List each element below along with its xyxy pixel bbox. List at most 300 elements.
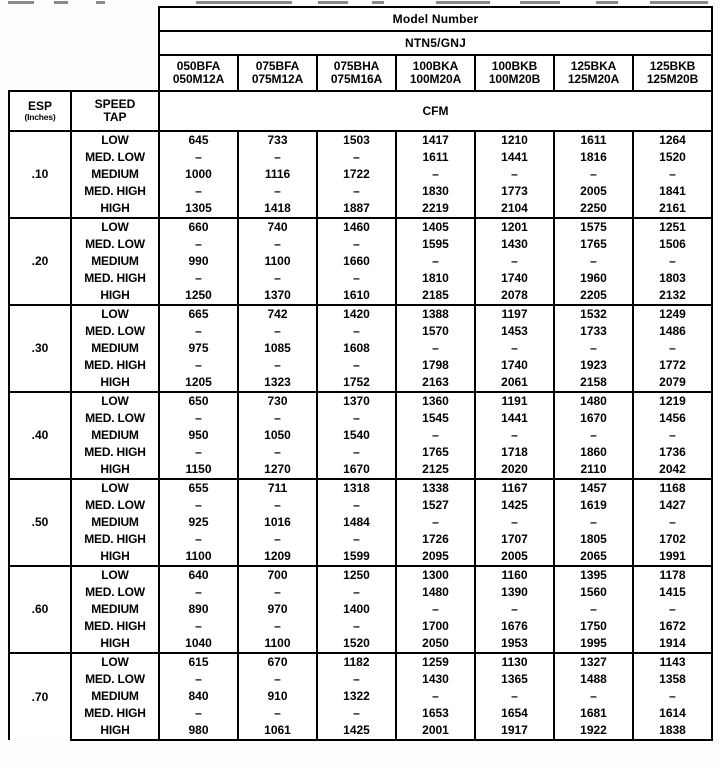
cfm-value: 2163 — [396, 374, 475, 392]
cfm-value: 1608 — [317, 340, 396, 357]
cfm-value: 1816 — [554, 149, 633, 166]
cfm-value: 1654 — [475, 705, 554, 722]
speed-tap-label: LOW — [71, 566, 159, 584]
cfm-value: 1752 — [317, 374, 396, 392]
cfm-value: 1722 — [317, 166, 396, 183]
cfm-value: – — [396, 601, 475, 618]
cfm-value: 1660 — [317, 253, 396, 270]
cfm-value: 1305 — [159, 200, 238, 218]
cfm-value: 2061 — [475, 374, 554, 392]
cfm-value: 980 — [159, 722, 238, 740]
table-row — [9, 236, 712, 253]
cfm-value: – — [159, 497, 238, 514]
scan-artifact — [54, 1, 68, 4]
model-code-line1: 100BKA — [412, 59, 459, 74]
cfm-value: 2042 — [633, 461, 712, 479]
table-row — [9, 601, 712, 618]
model-code-line2: 075M12A — [251, 72, 304, 86]
scan-artifact — [436, 1, 490, 4]
cfm-value: 1527 — [396, 497, 475, 514]
cfm-value: 1914 — [633, 635, 712, 653]
cfm-value: – — [475, 340, 554, 357]
cfm-value: – — [317, 671, 396, 688]
scan-artifact — [318, 1, 348, 4]
table-row — [9, 166, 712, 183]
cfm-value: 730 — [238, 392, 317, 410]
speed-tap-label: HIGH — [71, 200, 159, 218]
model-code-line2: 075M16A — [330, 72, 383, 86]
cfm-value: – — [238, 705, 317, 722]
cfm-value: 975 — [159, 340, 238, 357]
cfm-value: – — [238, 497, 317, 514]
cfm-value: 910 — [238, 688, 317, 705]
cfm-value: 733 — [238, 131, 317, 149]
cfm-value: 1390 — [475, 584, 554, 601]
cfm-value: 1488 — [554, 671, 633, 688]
cfm-value: 1249 — [633, 305, 712, 323]
cfm-value: 711 — [238, 479, 317, 497]
model-column-header-1 — [159, 55, 238, 91]
cfm-value: 1205 — [159, 374, 238, 392]
cfm-value: – — [159, 584, 238, 601]
table-row — [9, 671, 712, 688]
cfm-value: 2219 — [396, 200, 475, 218]
cfm-value: 1506 — [633, 236, 712, 253]
cfm-value: 2005 — [475, 548, 554, 566]
cfm-value: 1251 — [633, 218, 712, 236]
cfm-value: 1040 — [159, 635, 238, 653]
cfm-value: – — [554, 427, 633, 444]
cfm-value: 2001 — [396, 722, 475, 740]
cfm-value: – — [554, 166, 633, 183]
cfm-header: CFM — [159, 91, 712, 131]
cfm-value: 1430 — [396, 671, 475, 688]
cfm-value: 1425 — [317, 722, 396, 740]
cfm-value: – — [633, 688, 712, 705]
table-row — [9, 200, 712, 218]
esp-group-70 — [9, 653, 712, 740]
cfm-value: – — [633, 427, 712, 444]
cfm-value: 1420 — [317, 305, 396, 323]
cfm-value: – — [238, 531, 317, 548]
cfm-value: 640 — [159, 566, 238, 584]
cfm-value: 1427 — [633, 497, 712, 514]
speed-tap-label: MEDIUM — [71, 601, 159, 618]
esp-group-60 — [9, 566, 712, 653]
esp-value: .40 — [9, 392, 71, 479]
cfm-value: 1765 — [396, 444, 475, 461]
table-row — [9, 688, 712, 705]
model-code-header-row — [9, 55, 712, 91]
model-column-header-4 — [396, 55, 475, 91]
cfm-value: 1178 — [633, 566, 712, 584]
speed-tap-label: MEDIUM — [71, 427, 159, 444]
table-row — [9, 183, 712, 200]
speed-tap-label: MED. HIGH — [71, 705, 159, 722]
cfm-value: 950 — [159, 427, 238, 444]
scan-artifact — [650, 1, 708, 4]
cfm-value: 890 — [159, 601, 238, 618]
cfm-value: 1991 — [633, 548, 712, 566]
table-row — [9, 566, 712, 584]
header-spacer-esp-3 — [9, 55, 71, 91]
esp-value: .60 — [9, 566, 71, 653]
cfm-value: 1460 — [317, 218, 396, 236]
cfm-value: 1191 — [475, 392, 554, 410]
cfm-value: – — [554, 340, 633, 357]
cfm-value: 1395 — [554, 566, 633, 584]
cfm-value: 1860 — [554, 444, 633, 461]
cfm-value: 1168 — [633, 479, 712, 497]
cfm-value: 1841 — [633, 183, 712, 200]
cfm-value: – — [238, 183, 317, 200]
cfm-value: 1360 — [396, 392, 475, 410]
cfm-value: 1370 — [317, 392, 396, 410]
model-column-header-7 — [633, 55, 712, 91]
speed-tap-label: HIGH — [71, 461, 159, 479]
cfm-value: – — [238, 357, 317, 374]
cfm-value: – — [159, 270, 238, 287]
cfm-value: 1923 — [554, 357, 633, 374]
cfm-value: – — [633, 253, 712, 270]
cfm-value: 1210 — [475, 131, 554, 149]
cfm-value: – — [159, 618, 238, 635]
cfm-value: 1415 — [633, 584, 712, 601]
cfm-value: 2205 — [554, 287, 633, 305]
cfm-value: 1405 — [396, 218, 475, 236]
cfm-value: – — [317, 270, 396, 287]
table-row — [9, 427, 712, 444]
cfm-value: 1995 — [554, 635, 633, 653]
header-spacer-esp-2 — [9, 31, 71, 55]
cfm-value: 1250 — [317, 566, 396, 584]
esp-value: .50 — [9, 479, 71, 566]
cfm-value: 1887 — [317, 200, 396, 218]
cfm-value: 2132 — [633, 287, 712, 305]
cfm-value: 740 — [238, 218, 317, 236]
cfm-value: – — [317, 323, 396, 340]
table-row — [9, 548, 712, 566]
cfm-value: 1486 — [633, 323, 712, 340]
cfm-value: 1219 — [633, 392, 712, 410]
cfm-value: 1370 — [238, 287, 317, 305]
table-row — [9, 357, 712, 374]
cfm-value: 1772 — [633, 357, 712, 374]
cfm-value: – — [238, 236, 317, 253]
cfm-value: 1830 — [396, 183, 475, 200]
speed-tap-label: MED. LOW — [71, 323, 159, 340]
cfm-value: – — [396, 253, 475, 270]
speed-tap-header — [71, 91, 159, 131]
cfm-value: 1599 — [317, 548, 396, 566]
cfm-value: 1182 — [317, 653, 396, 671]
speed-tap-label: LOW — [71, 131, 159, 149]
cfm-value: 1270 — [238, 461, 317, 479]
cfm-value: 700 — [238, 566, 317, 584]
cfm-value: 1560 — [554, 584, 633, 601]
cfm-value: 2078 — [475, 287, 554, 305]
cfm-value: 650 — [159, 392, 238, 410]
speed-tap-label: MED. HIGH — [71, 270, 159, 287]
table-row — [9, 392, 712, 410]
cfm-value: 1480 — [396, 584, 475, 601]
table-row — [9, 131, 712, 149]
speed-tap-label: LOW — [71, 305, 159, 323]
cfm-value: 1201 — [475, 218, 554, 236]
cfm-value: 1480 — [554, 392, 633, 410]
cfm-value: 1209 — [238, 548, 317, 566]
cfm-value: – — [317, 705, 396, 722]
speed-tap-label: MEDIUM — [71, 688, 159, 705]
header-spacer-speed — [71, 7, 159, 31]
cfm-value: 655 — [159, 479, 238, 497]
cfm-value: 1718 — [475, 444, 554, 461]
esp-group-50 — [9, 479, 712, 566]
cfm-value: 1520 — [317, 635, 396, 653]
cfm-airflow-table — [8, 6, 713, 741]
cfm-value: 1400 — [317, 601, 396, 618]
cfm-value: 1418 — [238, 200, 317, 218]
model-code-line2: 050M12A — [172, 72, 225, 86]
cfm-value: 1803 — [633, 270, 712, 287]
speed-tap-label: MED. HIGH — [71, 531, 159, 548]
cfm-value: – — [554, 253, 633, 270]
table-row — [9, 444, 712, 461]
speed-tap-label: MED. HIGH — [71, 183, 159, 200]
cfm-value: 1323 — [238, 374, 317, 392]
cfm-value: – — [475, 601, 554, 618]
cfm-value: 1619 — [554, 497, 633, 514]
cfm-value: 1300 — [396, 566, 475, 584]
cfm-value: – — [396, 427, 475, 444]
cfm-value: 1740 — [475, 357, 554, 374]
cfm-value: 970 — [238, 601, 317, 618]
header-spacer-speed-3 — [71, 55, 159, 91]
cfm-value: 1740 — [475, 270, 554, 287]
speed-tap-label: MED. HIGH — [71, 444, 159, 461]
esp-header-label: ESP — [27, 99, 52, 114]
esp-value: .70 — [9, 653, 71, 740]
esp-value: .20 — [9, 218, 71, 305]
cfm-value: – — [159, 357, 238, 374]
cfm-value: 1143 — [633, 653, 712, 671]
cfm-value: 1050 — [238, 427, 317, 444]
cfm-value: 1160 — [475, 566, 554, 584]
cfm-value: 1595 — [396, 236, 475, 253]
esp-value: .30 — [9, 305, 71, 392]
cfm-value: – — [238, 410, 317, 427]
cfm-value: – — [633, 340, 712, 357]
cfm-value: 1016 — [238, 514, 317, 531]
cfm-value: 1610 — [317, 287, 396, 305]
cfm-value: 1917 — [475, 722, 554, 740]
cfm-value: 2185 — [396, 287, 475, 305]
scan-artifact — [196, 1, 292, 4]
cfm-value: 742 — [238, 305, 317, 323]
cfm-value: – — [159, 236, 238, 253]
cfm-value: – — [238, 618, 317, 635]
speed-tap-label: MEDIUM — [71, 340, 159, 357]
scan-artifact — [596, 1, 618, 4]
cfm-value: 1130 — [475, 653, 554, 671]
cfm-value: 1503 — [317, 131, 396, 149]
cfm-value: 1545 — [396, 410, 475, 427]
cfm-value: 2050 — [396, 635, 475, 653]
cfm-value: 1085 — [238, 340, 317, 357]
table-row — [9, 497, 712, 514]
cfm-value: – — [475, 166, 554, 183]
cfm-value: – — [159, 531, 238, 548]
speed-tap-label: HIGH — [71, 287, 159, 305]
cfm-value: 990 — [159, 253, 238, 270]
cfm-value: 1810 — [396, 270, 475, 287]
table-row — [9, 410, 712, 427]
cfm-value: 1765 — [554, 236, 633, 253]
cfm-value: 1441 — [475, 149, 554, 166]
cfm-value: – — [554, 601, 633, 618]
model-column-header-5 — [475, 55, 554, 91]
cfm-value: 2104 — [475, 200, 554, 218]
cfm-value: – — [396, 688, 475, 705]
cfm-value: 660 — [159, 218, 238, 236]
header-spacer-speed-2 — [71, 31, 159, 55]
cfm-value: 925 — [159, 514, 238, 531]
cfm-value: – — [159, 149, 238, 166]
table-row — [9, 340, 712, 357]
speed-tap-label: LOW — [71, 218, 159, 236]
cfm-value: 1338 — [396, 479, 475, 497]
cfm-value: 2079 — [633, 374, 712, 392]
esp-speed-cfm-header-row — [9, 91, 712, 131]
cfm-value: – — [475, 514, 554, 531]
cfm-value: 1484 — [317, 514, 396, 531]
scan-artifact — [372, 1, 384, 4]
cfm-value: 1441 — [475, 410, 554, 427]
table-row — [9, 722, 712, 740]
cfm-value: 1700 — [396, 618, 475, 635]
table-row — [9, 479, 712, 497]
series-header-row — [9, 31, 712, 55]
cfm-value: – — [317, 531, 396, 548]
speed-tap-header-line2: TAP — [103, 110, 127, 124]
series-header: NTN5/GNJ — [159, 31, 712, 55]
cfm-value: – — [317, 149, 396, 166]
cfm-value: 840 — [159, 688, 238, 705]
cfm-value: – — [396, 166, 475, 183]
cfm-value: 1430 — [475, 236, 554, 253]
table-row — [9, 374, 712, 392]
cfm-value: 1318 — [317, 479, 396, 497]
cfm-value: 1425 — [475, 497, 554, 514]
speed-tap-label: HIGH — [71, 635, 159, 653]
table-row — [9, 270, 712, 287]
cfm-value: 1670 — [317, 461, 396, 479]
scan-artifact — [520, 1, 560, 4]
table-row — [9, 149, 712, 166]
cfm-value: 1733 — [554, 323, 633, 340]
cfm-value: 1000 — [159, 166, 238, 183]
speed-tap-label: MED. HIGH — [71, 618, 159, 635]
cfm-value: – — [475, 688, 554, 705]
cfm-value: – — [396, 340, 475, 357]
speed-tap-label: MED. LOW — [71, 149, 159, 166]
cfm-value: – — [633, 166, 712, 183]
cfm-value: 1388 — [396, 305, 475, 323]
cfm-value: 2161 — [633, 200, 712, 218]
cfm-value: 1614 — [633, 705, 712, 722]
cfm-value: – — [159, 183, 238, 200]
model-code-line1: 125BKA — [570, 59, 617, 74]
model-number-header-row — [9, 7, 712, 31]
esp-group-20 — [9, 218, 712, 305]
scan-artifact — [8, 1, 34, 4]
cfm-value: 1540 — [317, 427, 396, 444]
cfm-value: 1611 — [396, 149, 475, 166]
cfm-value: – — [159, 705, 238, 722]
cfm-value: 1953 — [475, 635, 554, 653]
cfm-value: 1457 — [554, 479, 633, 497]
esp-header-units: (Inches) — [24, 111, 56, 122]
cfm-value: 2005 — [554, 183, 633, 200]
model-code-line2: 100M20B — [488, 72, 541, 86]
cfm-value: 1707 — [475, 531, 554, 548]
cfm-value: 1676 — [475, 618, 554, 635]
cfm-value: – — [317, 618, 396, 635]
table-row — [9, 653, 712, 671]
cfm-value: 645 — [159, 131, 238, 149]
cfm-value: – — [238, 444, 317, 461]
table-row — [9, 253, 712, 270]
model-column-header-2 — [238, 55, 317, 91]
cfm-value: 1327 — [554, 653, 633, 671]
cfm-value: 615 — [159, 653, 238, 671]
cfm-value: – — [238, 671, 317, 688]
header-spacer-esp — [9, 7, 71, 31]
speed-tap-label: MED. LOW — [71, 236, 159, 253]
cfm-value: 1264 — [633, 131, 712, 149]
cfm-value: 1116 — [238, 166, 317, 183]
table-row — [9, 531, 712, 548]
cfm-value: 2020 — [475, 461, 554, 479]
cfm-value: 1358 — [633, 671, 712, 688]
cfm-value: – — [317, 183, 396, 200]
cfm-value: 1100 — [238, 253, 317, 270]
cfm-value: 1838 — [633, 722, 712, 740]
cfm-value: 1726 — [396, 531, 475, 548]
cfm-value: 1702 — [633, 531, 712, 548]
model-code-line2: 125M20B — [646, 72, 699, 86]
cfm-value: – — [475, 427, 554, 444]
cfm-value: – — [317, 236, 396, 253]
cfm-value: 1453 — [475, 323, 554, 340]
speed-tap-label: MED. HIGH — [71, 357, 159, 374]
cfm-value: – — [396, 514, 475, 531]
cfm-value: 1798 — [396, 357, 475, 374]
cfm-value: 2095 — [396, 548, 475, 566]
cfm-value: 2110 — [554, 461, 633, 479]
table-row — [9, 705, 712, 722]
cfm-value: 1805 — [554, 531, 633, 548]
cfm-value: – — [238, 323, 317, 340]
esp-group-30 — [9, 305, 712, 392]
cfm-value: 1532 — [554, 305, 633, 323]
cfm-value: 1365 — [475, 671, 554, 688]
speed-tap-label: LOW — [71, 653, 159, 671]
esp-value: .10 — [9, 131, 71, 218]
cfm-value: 1259 — [396, 653, 475, 671]
cfm-value: – — [554, 688, 633, 705]
cfm-value: – — [238, 149, 317, 166]
